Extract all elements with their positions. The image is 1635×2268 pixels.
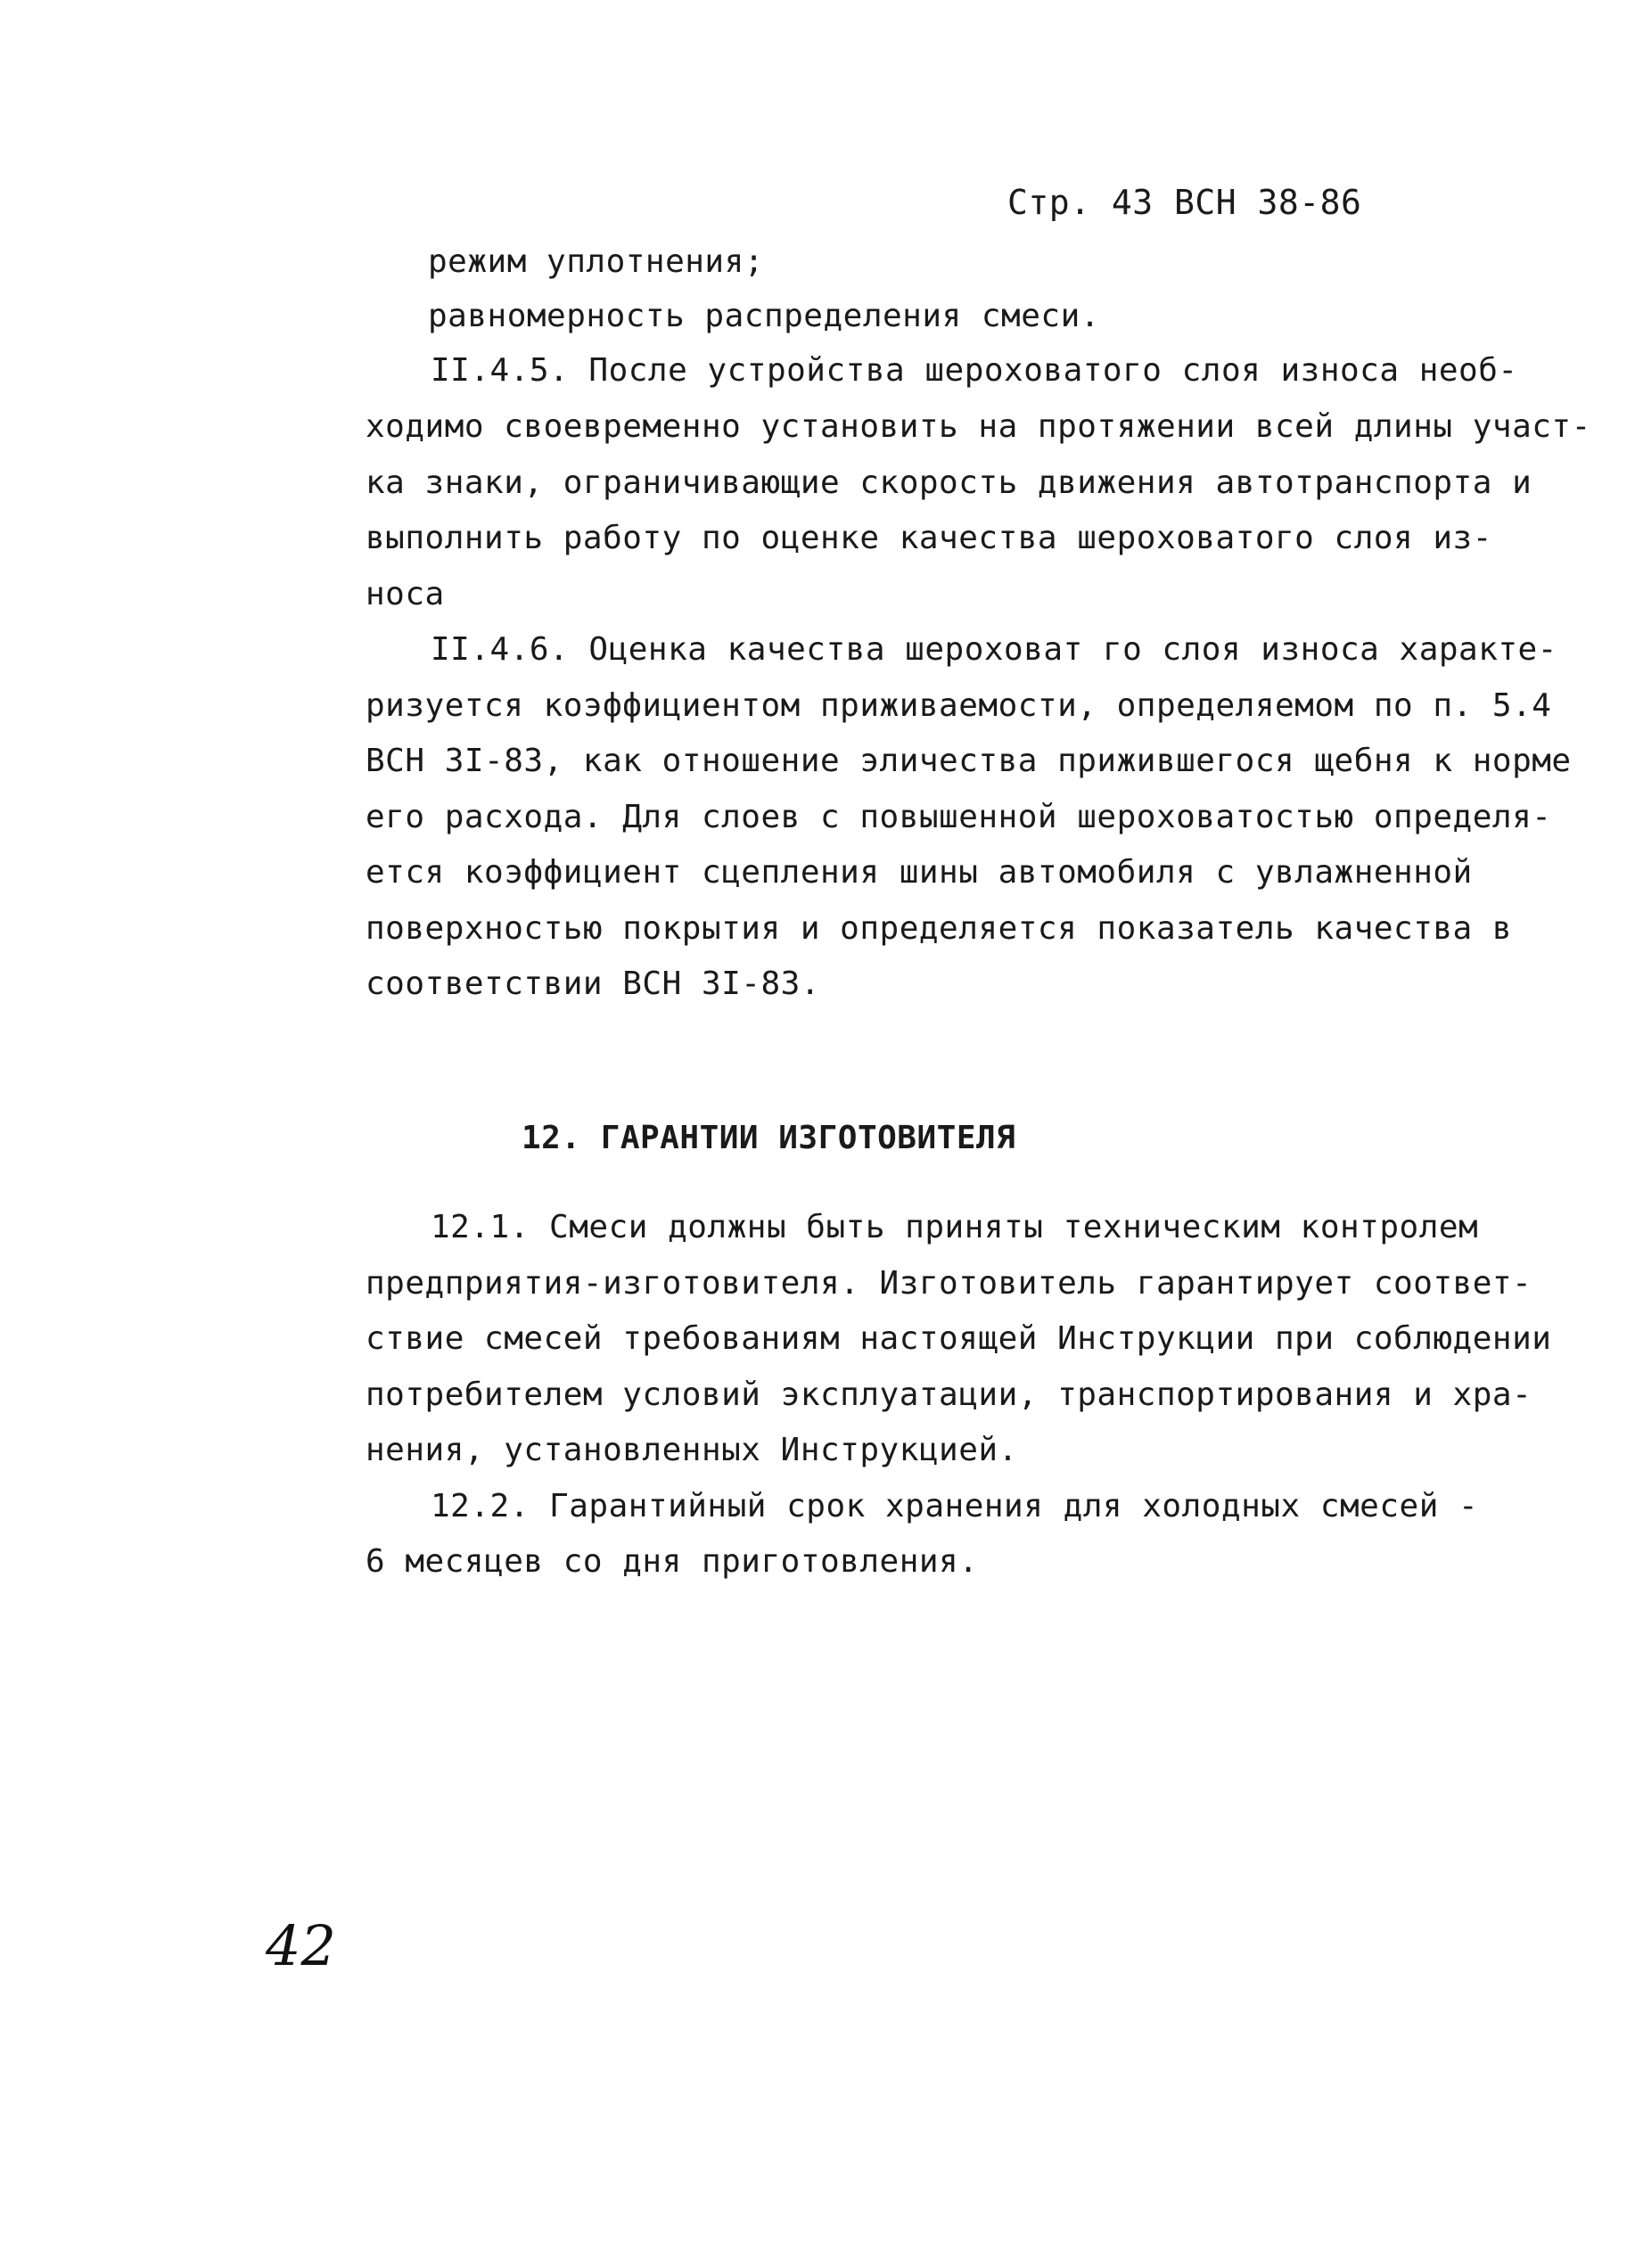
paragraph-11-4-6-start: II.4.6. Оценка качества шероховат го слоя износа характе- (431, 631, 1557, 668)
text-line: потребителем условий эксплуатации, транспортирования и хра- (366, 1376, 1532, 1413)
text-line: равномерность распределения смеси. (428, 298, 1100, 334)
text-line: ВСН 3I-83, как отношение эличества прижившегося щебня к норме (366, 743, 1572, 779)
page-reference: Стр. 43 ВСН 38-86 (1007, 183, 1362, 222)
section-heading: 12. ГАРАНТИИ ИЗГОТОВИТЕЛЯ (522, 1120, 1016, 1156)
text-line: 6 месяцев со дня приготовления. (366, 1543, 979, 1580)
text-line: выполнить работу по оценке качества шероховатого слоя из- (366, 520, 1492, 556)
text-line: ка знаки, ограничивающие скорость движения автотранспорта и (366, 464, 1532, 501)
text-line: ствие смесей требованиям настоящей Инструкции при соблюдении (366, 1320, 1552, 1357)
text-line: соответствии ВСН 3I-83. (366, 966, 820, 1002)
text-line: ется коэффициент сцепления шины автомобиля с увлажненной (366, 854, 1473, 891)
text-line: ризуется коэффициентом приживаемости, определяемом по п. 5.4 (366, 687, 1552, 724)
text-line: поверхностью покрытия и определяется показатель качества в (366, 910, 1513, 947)
text-line: ходимо своевременно установить на протяжении всей длины участ- (366, 408, 1591, 445)
paragraph-12-1-start: 12.1. Смеси должны быть приняты техническим контролем (431, 1209, 1479, 1245)
paragraph-12-2-start: 12.2. Гарантийный срок хранения для холодных смесей - (431, 1488, 1479, 1524)
text-line: носа (366, 576, 445, 612)
text-line: его расхода. Для слоев с повышенной шероховатостью определя- (366, 799, 1552, 835)
text-line: режим уплотнения; (428, 243, 764, 280)
handwritten-page-number: 42 (266, 1913, 336, 1978)
text-line: предприятия-изготовителя. Изготовитель гарантирует соответ- (366, 1265, 1532, 1302)
text-line: нения, установленных Инструкцией. (366, 1432, 1018, 1468)
paragraph-11-4-5-start: II.4.5. После устройства шероховатого слоя износа необ- (431, 352, 1518, 389)
